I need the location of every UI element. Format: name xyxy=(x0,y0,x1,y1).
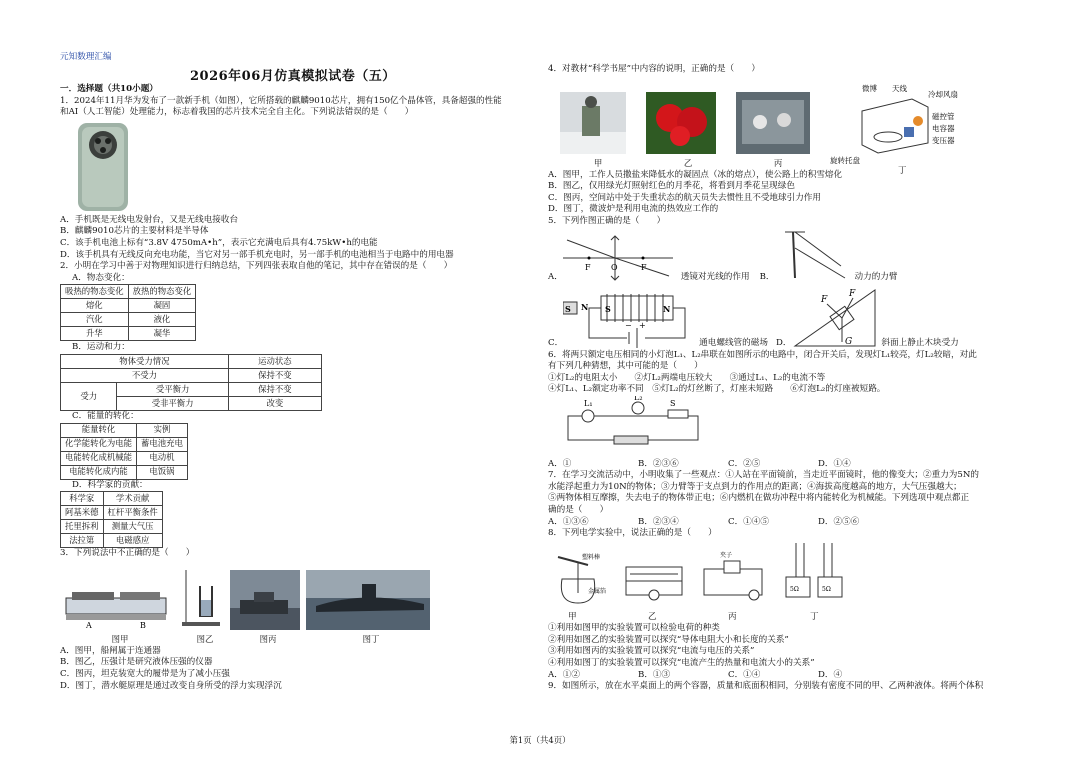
right-column xyxy=(548,64,1028,693)
svg-text:金属箔: 金属箔 xyxy=(588,588,607,596)
svg-text:N: N xyxy=(581,301,589,312)
figure-ding xyxy=(306,570,436,646)
q8-captions: 甲 乙 丙 丁 xyxy=(568,611,819,622)
joule-heating-diagram xyxy=(776,537,852,607)
q4-option: B．图乙，仅用绿光灯照射红色的月季花，将看到月季花呈现绿色 xyxy=(548,181,795,192)
q3-option: D．图丁，潜水艇原理是通过改变自身所受的浮力实现浮沉 xyxy=(60,680,282,691)
label-b: B xyxy=(140,620,146,630)
q8-statement: ④利用如图丁的实验装置可以探究“电流产生的热量和电流大小的关系” xyxy=(548,658,815,669)
q7-stem: 确的是（ ） xyxy=(548,504,609,515)
q5-option-b: B． xyxy=(759,271,775,282)
solenoid-diagram xyxy=(563,288,693,350)
q5-option-d: D． xyxy=(775,337,792,348)
q7-stem: ⑤两物体相互摩擦，失去电子的物体带正电；⑥内燃机在做功冲程中将内能转化为机械能。下列选项中观点都正 xyxy=(548,493,970,504)
section-heading: 一．选择题（共10小题） xyxy=(60,84,158,94)
q2-table-c: 能量转化 实例 化学能转化为电能 蓄电池充电 电能转化成机械能 电动机 电能转化成内能 电饭锅 xyxy=(60,423,188,480)
q5-a-text: 透镜对光线的作用 xyxy=(680,271,750,282)
caption: 图丁 xyxy=(362,634,380,645)
q6-guesses: ④灯L₁、L₂额定功率不同 ⑤灯L₂的灯丝断了，灯座未短路 ⑥灯泡L₂的灯座被短路。 xyxy=(548,384,886,395)
q2-table-a: 吸热的物态变化 放热的物态变化 熔化 凝固 汽化 液化 升华 凝华 xyxy=(60,284,196,341)
svg-text:F: F xyxy=(584,262,591,272)
figure-yi xyxy=(618,549,694,612)
microwave-diagram xyxy=(828,81,968,165)
figure-yi xyxy=(180,566,230,646)
svg-text:L₂: L₂ xyxy=(634,395,643,402)
svg-text:电容器: 电容器 xyxy=(932,124,955,133)
svg-text:O: O xyxy=(610,262,618,272)
ship-lock-diagram xyxy=(60,568,172,630)
salting-road-photo xyxy=(560,92,626,154)
q1-option: A．手机既是无线电发射台，又是无线电接收台 xyxy=(60,214,239,225)
q2-b-label: B．运动和力： xyxy=(72,342,130,353)
figure-jia xyxy=(560,92,636,170)
q2-c-label: C．能量的转化： xyxy=(72,410,139,421)
q1-option: C．该手机电池上标有“3.8V 4750mA•h”，表示它充满电后具有4.75kW•h的电能 xyxy=(60,237,378,248)
svg-text:S: S xyxy=(565,303,571,314)
q3-figures xyxy=(60,560,530,646)
q5-row2 xyxy=(548,284,1028,350)
caption: 图丙 xyxy=(259,634,277,645)
electroscope-diagram xyxy=(548,549,614,607)
left-column xyxy=(60,84,530,692)
q5-option-a: A． xyxy=(548,271,563,282)
svg-text:变压器: 变压器 xyxy=(932,136,955,145)
figure-ding xyxy=(828,81,968,175)
figure-ding xyxy=(776,537,856,612)
q9-stem: 9．如图所示，放在水平桌面上的两个容器，质量和底面积相同，分别装有密度不同的甲、乙两种液体。将两个体积 xyxy=(548,681,984,692)
svg-text:冷却风扇: 冷却风扇 xyxy=(928,90,958,99)
q3-option: B．图乙，压强计是研究液体压强的仪器 xyxy=(60,657,213,668)
q7-stem: 水能浮起重力为10N的物体；③力臂等于支点到力的作用点的距离；④海拔高度越高的地方，大气压强越大； xyxy=(548,481,962,492)
q5-b-text: 动力的力臂 xyxy=(854,271,898,282)
caption: 丙 xyxy=(773,158,783,169)
q5-row1 xyxy=(548,228,1028,284)
q2-table-b: 物体受力情况 运动状态 不受力 保持不变 受力 受平衡力 保持不变 受非平衡力 改变 xyxy=(60,354,322,411)
rose-photo xyxy=(646,92,716,154)
page-number: 第1页（共4页） xyxy=(509,735,571,745)
figure-jia xyxy=(548,549,618,612)
circuit-meters-diagram xyxy=(694,549,772,607)
q8-statement: ①利用如图甲的实验装置可以检验电荷的种类 xyxy=(548,623,720,634)
lever-diagram xyxy=(775,228,855,284)
svg-text:微博: 微博 xyxy=(862,84,877,93)
q7-stem: 7．在学习交流活动中，小明收集了一些观点：①人站在平面镜前，当走近平面镜时，他的像变大；②重力为5N的 xyxy=(548,470,979,481)
lens-diagram xyxy=(563,232,673,284)
q1-stem: 1．2024年11月华为发布了一款新手机（如图），它所搭载的麒麟9010芯片，拥有150亿个晶体管，具备超强的性能 xyxy=(60,95,502,106)
q5-d-text: 斜面上静止木块受力 xyxy=(881,337,959,348)
svg-text:F: F xyxy=(849,288,856,299)
circuit-diagram xyxy=(558,396,708,454)
q8-stem: 8．下列电学实验中，说法正确的是（ ） xyxy=(548,528,717,539)
svg-text:+: + xyxy=(639,320,646,330)
caption: 乙 xyxy=(683,158,693,169)
q3-option: A．图甲，船闸属于连通器 xyxy=(60,645,161,656)
q6-stem: 有下列几种猜想，其中可能的是（ ） xyxy=(548,361,703,372)
q2-a-label: A．物态变化： xyxy=(72,272,130,283)
q2-table-d: 科学家 学术贡献 阿基米德 杠杆平衡条件 托里拆利 测量大气压 法拉第 电磁感应 xyxy=(60,491,163,548)
q8-figures xyxy=(548,540,1028,612)
figure-bing xyxy=(230,570,306,646)
svg-text:5Ω: 5Ω xyxy=(822,586,831,594)
q8-statement: ③利用如图丙的实验装置可以探究“电流与电压的关系” xyxy=(548,646,755,657)
q8-options: A．①② B．①③ C．①④ D．④ xyxy=(548,669,843,680)
caption: 丁 xyxy=(898,165,907,175)
q5-c-text: 通电螺线管的磁场 xyxy=(699,337,768,348)
brand-label: 元知数理汇编 xyxy=(60,52,112,62)
caption: 图甲 xyxy=(111,634,129,645)
figure-bing xyxy=(694,549,776,612)
resistance-wire-diagram xyxy=(618,549,690,607)
label-a: A xyxy=(86,620,92,630)
svg-text:F: F xyxy=(640,262,647,272)
q5-option-c: C． xyxy=(548,337,564,348)
svg-text:G: G xyxy=(845,336,853,347)
q8-statement: ②利用如图乙的实验装置可以探究“导体电阻大小和长度的关系” xyxy=(548,634,789,645)
q4-option: D．图丁，微波炉是利用电流的热效应工作的 xyxy=(548,204,719,215)
q7-options: A．①③⑥ B．②③④ C．①④⑤ D．②⑤⑥ xyxy=(548,516,860,527)
q4-option: C．图丙，空间站中处于失重状态的航天员失去惯性且不受地球引力作用 xyxy=(548,192,821,203)
caption: 图乙 xyxy=(196,634,214,645)
tank-photo xyxy=(230,570,300,630)
svg-text:F: F xyxy=(821,294,828,305)
space-station-photo xyxy=(736,92,810,154)
q5-stem: 5．下列作图正确的是（ ） xyxy=(548,215,666,226)
q3-option: C．图丙，坦克装宽大的履带是为了减小压强 xyxy=(60,668,230,679)
svg-text:L₁: L₁ xyxy=(584,398,593,408)
q2-d-label: D．科学家的贡献： xyxy=(72,479,148,490)
svg-text:磁控管: 磁控管 xyxy=(932,112,955,121)
q3-stem: 3．下列说法中不正确的是（ ） xyxy=(60,548,195,559)
q1-option: B．麒麟9010芯片的主要材料是半导体 xyxy=(60,226,209,237)
svg-text:旋转托盘: 旋转托盘 xyxy=(830,156,860,165)
phone-photo xyxy=(74,121,134,213)
svg-text:5Ω: 5Ω xyxy=(790,586,799,594)
caption: 甲 xyxy=(593,158,603,169)
q2-stem: 2．小明在学习中善于对物理知识进行归纳总结，下列四张表取自他的笔记，其中存在错误的是（ ） xyxy=(60,261,453,272)
incline-diagram xyxy=(791,286,881,350)
svg-text:夹子: 夹子 xyxy=(720,552,733,560)
svg-text:塑料棒: 塑料棒 xyxy=(582,554,601,562)
q4-option: A．图甲，工作人员撒盐来降低水的凝固点（冰的熔点），使公路上的积雪熔化 xyxy=(548,169,843,180)
q6-options: A．① B．②③⑥ C．②⑤ D．①④ xyxy=(548,458,851,469)
submarine-photo xyxy=(306,570,430,630)
figure-jia xyxy=(60,568,180,646)
q1-option: D．该手机具有无线反向充电功能，当它对另一部手机充电时，另一部手机的电池相当于电路中的用电器 xyxy=(60,249,454,260)
pressure-gauge-diagram xyxy=(180,566,224,630)
q6-guesses: ①灯L₂的电阻太小 ②灯L₂两端电压较大 ③通过L₁、L₂的电流不等 xyxy=(548,372,826,383)
figure-bing xyxy=(736,92,820,170)
svg-text:N: N xyxy=(663,303,671,314)
q6-stem: 6．将两只额定电压相同的小灯泡L₁、L₂串联在如图所示的电路中，闭合开关后，发现灯L₁较亮，灯L₂较暗，对此 xyxy=(548,349,977,360)
svg-text:−: − xyxy=(625,320,632,330)
q1-stem: 和AI（人工智能）处理能力，标志着我国的芯片技术完全自主化。下列说法错误的是（ ） xyxy=(60,107,414,118)
page-title: 2026年06月仿真模拟试卷（五） xyxy=(190,69,396,84)
figure-yi xyxy=(646,92,730,170)
q4-stem: 4．对教材“科学书屋”中内容的说明，正确的是（ ） xyxy=(548,64,760,74)
svg-text:S: S xyxy=(605,303,611,314)
svg-text:天线: 天线 xyxy=(892,84,907,93)
svg-text:S: S xyxy=(670,398,676,408)
